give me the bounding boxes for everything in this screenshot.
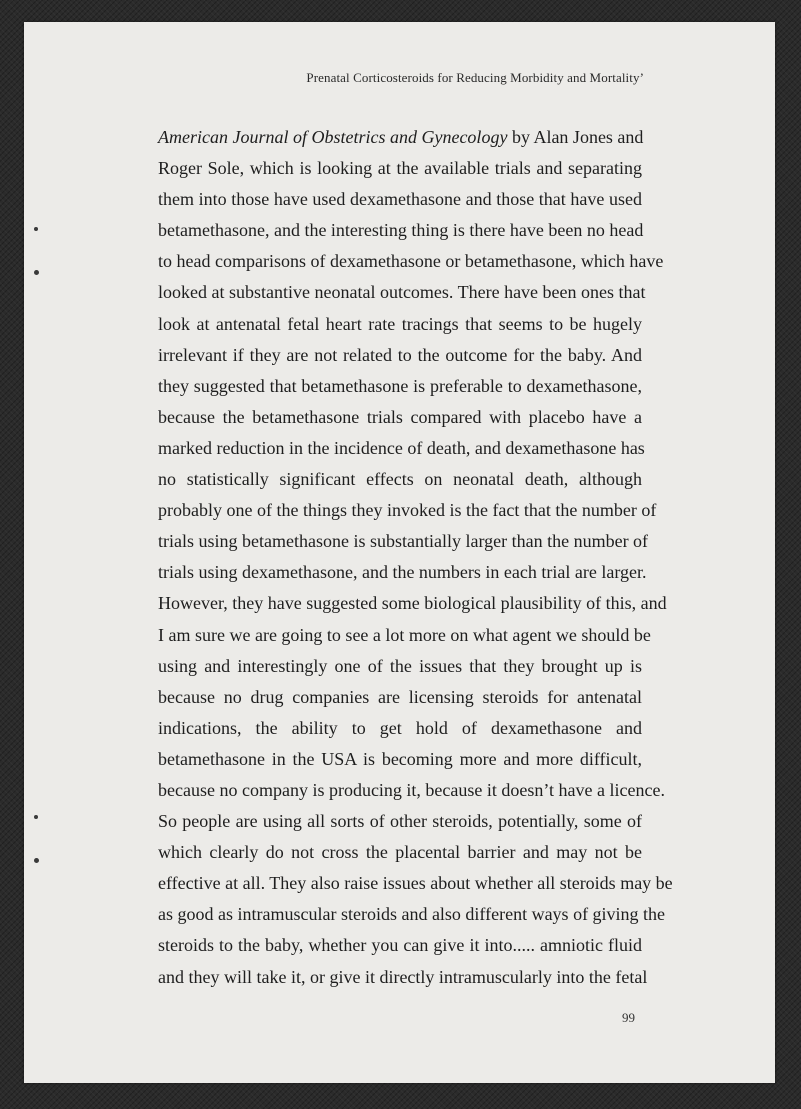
- text-line: because the betamethasone trials compared with placebo have a: [158, 406, 642, 427]
- text-line: looked at substantive neonatal outcomes. There have been ones that: [158, 282, 646, 303]
- text-line: irrelevant if they are not related to the outcome for the baby. And: [158, 344, 642, 365]
- text-line: them into those have used dexamethasone and those that have used: [158, 189, 642, 210]
- text-line: I am sure we are going to see a lot more on what agent we should be: [158, 624, 651, 645]
- text-line: as good as intramuscular steroids and also different ways of giving the: [158, 904, 666, 925]
- text-line: indications, the ability to get hold of dexamethasone and: [158, 717, 642, 738]
- page-number: 99: [622, 1010, 635, 1025]
- text-line: using and interestingly one of the issues that they brought up is: [158, 655, 642, 676]
- body-text: [158, 122, 673, 993]
- margin-mark: [34, 815, 38, 819]
- text-line: steroids to the baby, whether you can give it into..... amniotic fluid: [158, 935, 642, 956]
- text-line: because no company is producing it, because it doesn’t have a licence.: [158, 779, 665, 800]
- margin-mark: [34, 227, 38, 231]
- text-line: effective at all. They also raise issues about whether all steroids may be: [158, 873, 673, 894]
- text-line: which clearly do not cross the placental barrier and may not be: [158, 842, 642, 863]
- text-line: trials using dexamethasone, and the numbers in each trial are larger.: [158, 562, 647, 583]
- text-line: betamethasone in the USA is becoming more and more difficult,: [158, 748, 642, 769]
- text-line: betamethasone, and the interesting thing is there have been no head: [158, 220, 644, 241]
- margin-mark: [34, 858, 39, 863]
- text-line: no statistically significant effects on neonatal death, although: [158, 469, 642, 490]
- text-line: [158, 122, 642, 153]
- text-line: Roger Sole, which is looking at the available trials and separating: [158, 158, 642, 179]
- text-line: However, they have suggested some biological plausibility of this, and: [158, 593, 667, 614]
- text-line: trials using betamethasone is substantially larger than the number of: [158, 531, 649, 552]
- text-line: they suggested that betamethasone is preferable to dexamethasone,: [158, 375, 642, 396]
- text-line: probably one of the things they invoked is the fact that the number of: [158, 500, 657, 521]
- margin-mark: [34, 270, 39, 275]
- text-line: because no drug companies are licensing steroids for antenatal: [158, 686, 642, 707]
- journal-title: American Journal of Obstetrics and Gynecology: [158, 127, 508, 147]
- text-line: and they will take it, or give it directly intramuscularly into the fetal: [158, 966, 648, 987]
- line-text: by Alan Jones and: [507, 127, 644, 147]
- text-line: to head comparisons of dexamethasone or betamethasone, which have: [158, 251, 664, 272]
- text-line: marked reduction in the incidence of death, and dexamethasone has: [158, 437, 645, 458]
- document-page: [24, 22, 775, 1083]
- text-line: So people are using all sorts of other steroids, potentially, some of: [158, 811, 642, 832]
- running-header: Prenatal Corticosteroids for Reducing Morbidity and Mortality’: [306, 70, 644, 85]
- text-line: look at antenatal fetal heart rate tracings that seems to be hugely: [158, 313, 642, 334]
